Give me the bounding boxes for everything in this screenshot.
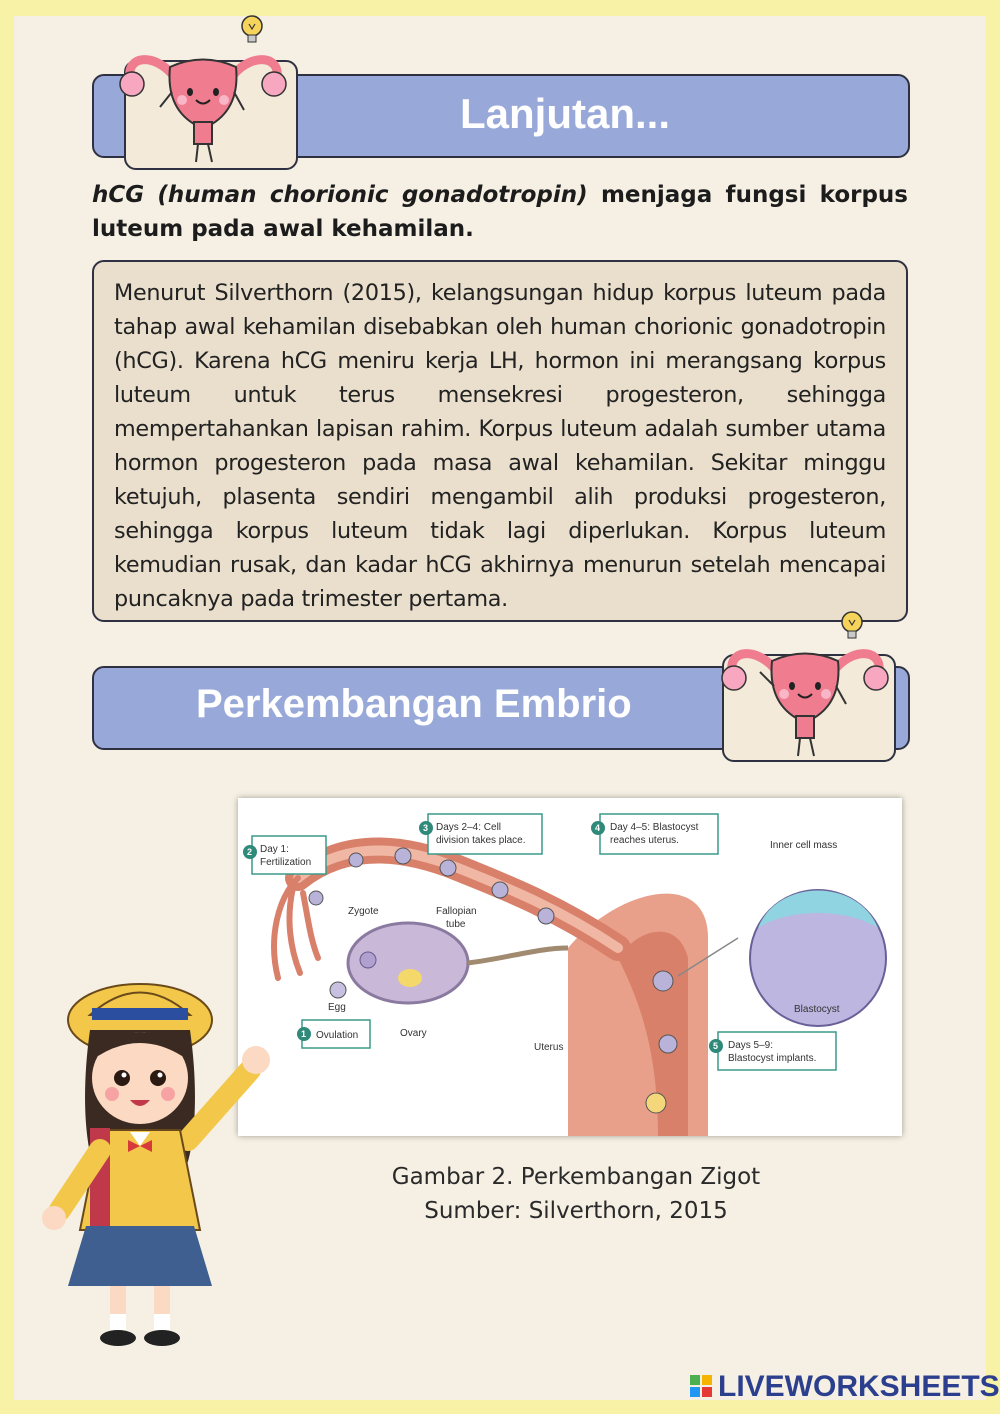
label-inner-cell-mass: Inner cell mass	[770, 840, 838, 851]
step-2-line1: Day 1:	[260, 844, 289, 855]
logo-text: LIVEWORKSHEETS	[718, 1370, 1000, 1403]
ovarian-ligament	[468, 948, 568, 963]
corpus-luteum-shape	[398, 969, 422, 987]
step-3-line1: Days 2–4: Cell	[436, 822, 502, 833]
hcg-statement: menjaga fungsi korpus luteum pada awal kehamilan.	[92, 182, 908, 242]
figure-caption	[346, 1160, 806, 1228]
uterus-mascot-icon-2	[714, 606, 904, 766]
explanation-box	[92, 260, 908, 622]
step-5-line1: Days 5–9:	[728, 1040, 774, 1051]
step-box-2	[243, 836, 326, 874]
reproductive-tract-diagram	[238, 798, 902, 1136]
schoolgirl-illustration	[20, 960, 320, 1360]
label-blastocyst: Blastocyst	[794, 1004, 840, 1015]
section-title-lanjutan: Lanjutan...	[460, 90, 670, 137]
egg-cell	[330, 982, 346, 998]
step-2-line2: Fertilization	[260, 857, 312, 868]
caption-title: Gambar 2. Perkembangan Zigot	[391, 1164, 761, 1190]
follicle-shape	[360, 952, 376, 968]
step-1-text: Ovulation	[316, 1030, 359, 1041]
explanation-paragraph: Menurut Silverthorn (2015), kelangsungan hidup korpus luteum pada tahap awal kehamilan disebabkan oleh human chorionic gonadotropin (hCG). Karena hCG meniru kerja LH, hormon ini merangsang korpus luteum untuk terus mensekresi progesteron, sehingga mempertahankan lapisan rahim. Korpus luteum adalah sumber utama hormon progesteron pada masa awal kehamilan. Sekitar minggu ketujuh, plasenta sendiri mengambil alih produksi progesteron, sehingga korpus luteum tidak lagi diperlukan. Korpus luteum kemudian rusak, dan kadar hCG akhirnya menurun setelah mencapai puncaknya pada trimester pertama.	[114, 280, 886, 612]
label-fallopian-2: tube	[446, 919, 466, 930]
step-5-line2: Blastocyst implants.	[728, 1053, 817, 1064]
step-3-number: 3	[423, 823, 429, 833]
step-1-number: 1	[301, 1029, 307, 1039]
step-3-line2: division takes place.	[436, 835, 526, 846]
step-box-5	[709, 1032, 836, 1070]
step-box-3	[419, 814, 542, 854]
label-fallopian-1: Fallopian	[436, 906, 477, 917]
hcg-subtitle	[92, 178, 908, 246]
liveworksheets-logo	[690, 1372, 1000, 1402]
step-4-number: 4	[595, 823, 601, 833]
uterus-mascot-icon	[112, 12, 302, 172]
label-uterus: Uterus	[534, 1042, 564, 1053]
label-zygote: Zygote	[348, 906, 379, 917]
step-2-number: 2	[247, 847, 253, 857]
step-5-number: 5	[713, 1041, 719, 1051]
zygote-development-figure	[238, 798, 902, 1136]
caption-source: Sumber: Silverthorn, 2015	[424, 1198, 728, 1224]
label-ovary: Ovary	[400, 1028, 427, 1039]
hcg-term: hCG (human chorionic gonadotropin)	[92, 182, 588, 208]
section-title-embrio: Perkembangan Embrio	[196, 682, 632, 726]
step-box-4	[591, 814, 718, 854]
step-4-line2: reaches uterus.	[610, 835, 679, 846]
step-4-line1: Day 4–5: Blastocyst	[610, 822, 699, 833]
label-egg: Egg	[328, 1002, 346, 1013]
liveworksheets-logo-icon	[690, 1375, 714, 1399]
